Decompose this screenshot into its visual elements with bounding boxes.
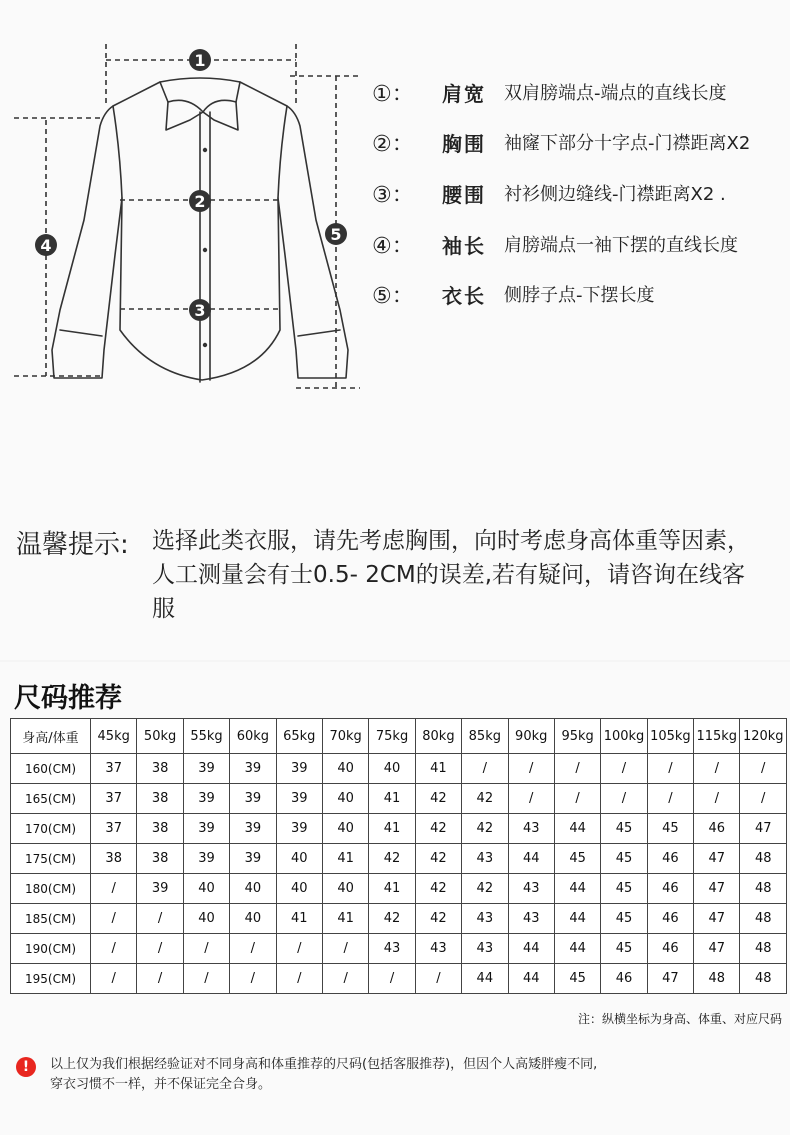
legend-item-shoulder [372,74,727,110]
size-cell: 47 [694,844,740,874]
svg-text:4: 4 [40,236,52,255]
size-cell: 43 [462,934,508,964]
size-cell: 42 [462,814,508,844]
size-cell: / [554,754,600,784]
size-cell: 42 [415,814,461,844]
size-cell: 44 [554,904,600,934]
size-cell: 44 [554,934,600,964]
size-cell: 44 [462,964,508,994]
size-cell: 40 [230,904,276,934]
size-cell: 39 [276,814,322,844]
size-cell: / [415,964,461,994]
height-cell: 165(CM) [11,784,91,814]
size-cell: / [183,964,229,994]
legend-description: 肩膀端点一袖下摆的直线长度 [504,235,738,256]
disclaimer-line: 以上仅为我们根据经验证对不同身高和体重推荐的尺码(包括客服推荐)，但因个人高矮胖瘦不同, [50,1057,598,1072]
size-cell: 48 [740,904,787,934]
weight-header: 75kg [369,719,415,754]
size-cell: 40 [322,784,368,814]
height-cell: 195(CM) [11,964,91,994]
height-cell: 160(CM) [11,754,91,784]
size-cell: / [694,784,740,814]
svg-text:5: 5 [330,225,342,244]
size-cell: 41 [322,844,368,874]
marker-2 [189,190,211,212]
marker-4 [35,234,57,256]
size-cell: 45 [554,964,600,994]
size-cell: / [91,874,137,904]
size-cell: / [322,964,368,994]
marker-3 [189,299,211,321]
size-cell: 47 [740,814,787,844]
size-cell: / [91,934,137,964]
size-cell: 39 [183,844,229,874]
size-cell: 41 [369,874,415,904]
size-cell: 43 [508,904,554,934]
marker-1 [189,49,211,71]
legend-number: ④： [372,233,414,259]
size-cell: / [508,754,554,784]
size-cell: 48 [694,964,740,994]
height-cell: 175(CM) [11,844,91,874]
weight-header: 60kg [230,719,276,754]
size-cell: 42 [369,904,415,934]
weight-header: 115kg [694,719,740,754]
size-cell: 37 [91,754,137,784]
size-cell: 44 [508,964,554,994]
height-cell: 185(CM) [11,904,91,934]
size-cell: 38 [137,754,183,784]
shirt-collar [160,78,240,112]
weight-header: 85kg [462,719,508,754]
size-cell: 46 [647,904,693,934]
legend-term: 腰围 [442,182,486,207]
size-cell: 40 [183,874,229,904]
weight-header: 120kg [740,719,787,754]
legend-description: 袖窿下部分十字点-门襟距离X2 [504,133,751,154]
weight-header: 45kg [91,719,137,754]
size-cell: / [694,754,740,784]
legend-term: 胸围 [442,131,486,156]
size-cell: 45 [554,844,600,874]
legend-number: ③： [372,182,414,208]
size-cell: 48 [740,964,787,994]
size-cell: 39 [276,754,322,784]
table-row [11,874,787,904]
svg-text:2: 2 [194,192,206,211]
size-cell: 37 [91,814,137,844]
size-cell: 48 [740,844,787,874]
height-cell: 170(CM) [11,814,91,844]
size-cell: / [137,934,183,964]
size-cell: 39 [230,844,276,874]
size-cell: 38 [137,844,183,874]
size-cell: 41 [369,784,415,814]
size-cell: 39 [183,814,229,844]
size-cell: 47 [694,874,740,904]
size-cell: / [91,904,137,934]
size-cell: / [647,754,693,784]
size-cell: 38 [137,784,183,814]
size-cell: 39 [183,784,229,814]
left-cuff [60,330,102,336]
size-cell: 45 [601,874,647,904]
size-cell: 48 [740,874,787,904]
size-cell: 46 [694,814,740,844]
size-cell: 39 [137,874,183,904]
size-cell: / [369,964,415,994]
size-cell: 42 [415,904,461,934]
legend-item-sleeve [372,226,738,262]
size-cell: 48 [740,934,787,964]
size-table [10,718,787,994]
size-cell: 42 [415,844,461,874]
size-cell: 43 [508,874,554,904]
size-cell: 40 [322,874,368,904]
legend-item-chest [372,124,750,160]
legend-term: 肩宽 [442,81,486,106]
table-row [11,904,787,934]
size-cell: 47 [694,904,740,934]
size-cell: / [462,754,508,784]
size-cell: 43 [462,904,508,934]
size-cell: 39 [183,754,229,784]
size-cell: 42 [369,844,415,874]
size-cell: 42 [462,784,508,814]
right-cuff [298,330,340,336]
weight-header: 80kg [415,719,461,754]
size-cell: 45 [601,844,647,874]
weight-header: 95kg [554,719,600,754]
size-cell: 39 [230,784,276,814]
size-cell: / [322,934,368,964]
size-cell: 42 [415,874,461,904]
size-cell: 40 [322,754,368,784]
size-cell: / [137,904,183,934]
disclaimer-line: 穿衣习惯不一样，并不保证完全合身。 [50,1077,272,1092]
size-cell: 44 [554,874,600,904]
legend-term: 袖长 [442,233,486,258]
size-cell: 43 [508,814,554,844]
size-cell: 43 [415,934,461,964]
tip-body: 选择此类衣服，请先考虑胸围，向时考虑身高体重等因素，人工测量会有士0.5- 2CM的误差,若有疑问，请咨询在线客服 [152,528,750,622]
size-cell: 39 [276,784,322,814]
size-cell: 46 [601,964,647,994]
size-cell: / [508,784,554,814]
table-row [11,934,787,964]
size-cell: 44 [554,814,600,844]
size-cell: 46 [647,844,693,874]
legend-description: 双肩膀端点-端点的直线长度 [504,83,727,104]
size-cell: 44 [508,934,554,964]
table-row [11,814,787,844]
size-cell: / [740,784,787,814]
size-cell: 43 [369,934,415,964]
size-cell: 42 [415,784,461,814]
svg-text:3: 3 [194,301,206,320]
size-cell: 47 [647,964,693,994]
shirt-placket [200,112,210,382]
size-cell: 41 [369,814,415,844]
size-cell: 43 [462,844,508,874]
size-cell: 46 [647,934,693,964]
size-cell: / [91,964,137,994]
legend-number: ②： [372,131,414,157]
weight-header: 50kg [137,719,183,754]
table-row [11,754,787,784]
size-table-body [11,754,787,994]
size-cell: 40 [183,904,229,934]
size-cell: 38 [91,844,137,874]
size-cell: 42 [462,874,508,904]
weight-header: 70kg [322,719,368,754]
size-cell: 41 [322,904,368,934]
table-row [11,964,787,994]
size-cell: / [137,964,183,994]
height-cell: 180(CM) [11,874,91,904]
legend-number: ①： [372,81,414,107]
shirt-measurement-diagram [0,0,380,400]
size-cell: / [601,754,647,784]
size-cell: 40 [230,874,276,904]
tip-title: 温馨提示: [16,530,129,560]
legend-description: 衬衫侧边缝线-门襟距离X2 . [504,184,726,205]
size-cell: 45 [601,934,647,964]
table-row [11,844,787,874]
table-row [11,784,787,814]
marker-5 [325,223,347,245]
table-header-row [11,719,787,754]
legend-term: 衣长 [442,283,486,308]
svg-text:1: 1 [194,51,206,70]
weight-header: 100kg [601,719,647,754]
size-cell: 40 [276,874,322,904]
size-cell: / [183,934,229,964]
size-cell: 44 [508,844,554,874]
size-cell: 37 [91,784,137,814]
size-cell: / [276,964,322,994]
exclamation-icon: ! [16,1057,36,1077]
legend-number: ⑤： [372,283,414,309]
size-cell: 41 [415,754,461,784]
size-recommendation-title: 尺码推荐 [14,683,122,714]
size-cell: / [554,784,600,814]
weight-header: 90kg [508,719,554,754]
size-cell: / [740,754,787,784]
size-cell: 39 [230,754,276,784]
size-cell: 40 [276,844,322,874]
legend-item-waist [372,175,726,211]
legend-description: 侧脖子点-下摆长度 [504,285,655,306]
weight-header: 105kg [647,719,693,754]
size-cell: 47 [694,934,740,964]
size-cell: 45 [601,814,647,844]
size-cell: 40 [369,754,415,784]
size-cell: / [276,934,322,964]
size-cell: / [230,964,276,994]
size-cell: / [230,934,276,964]
size-cell: 45 [647,814,693,844]
height-cell: 190(CM) [11,934,91,964]
size-cell: 38 [137,814,183,844]
table-corner-cell: 身高/体重 [11,719,91,754]
size-cell: 40 [322,814,368,844]
size-cell: 41 [276,904,322,934]
disclaimer [50,1055,770,1095]
table-note: 注：纵横坐标为身高、体重、对应尺码 [577,1012,782,1026]
weight-header: 55kg [183,719,229,754]
size-cell: 46 [647,874,693,904]
weight-header: 65kg [276,719,322,754]
legend-item-length [372,276,655,312]
size-cell: / [601,784,647,814]
size-cell: 45 [601,904,647,934]
size-cell: / [647,784,693,814]
size-cell: 39 [230,814,276,844]
